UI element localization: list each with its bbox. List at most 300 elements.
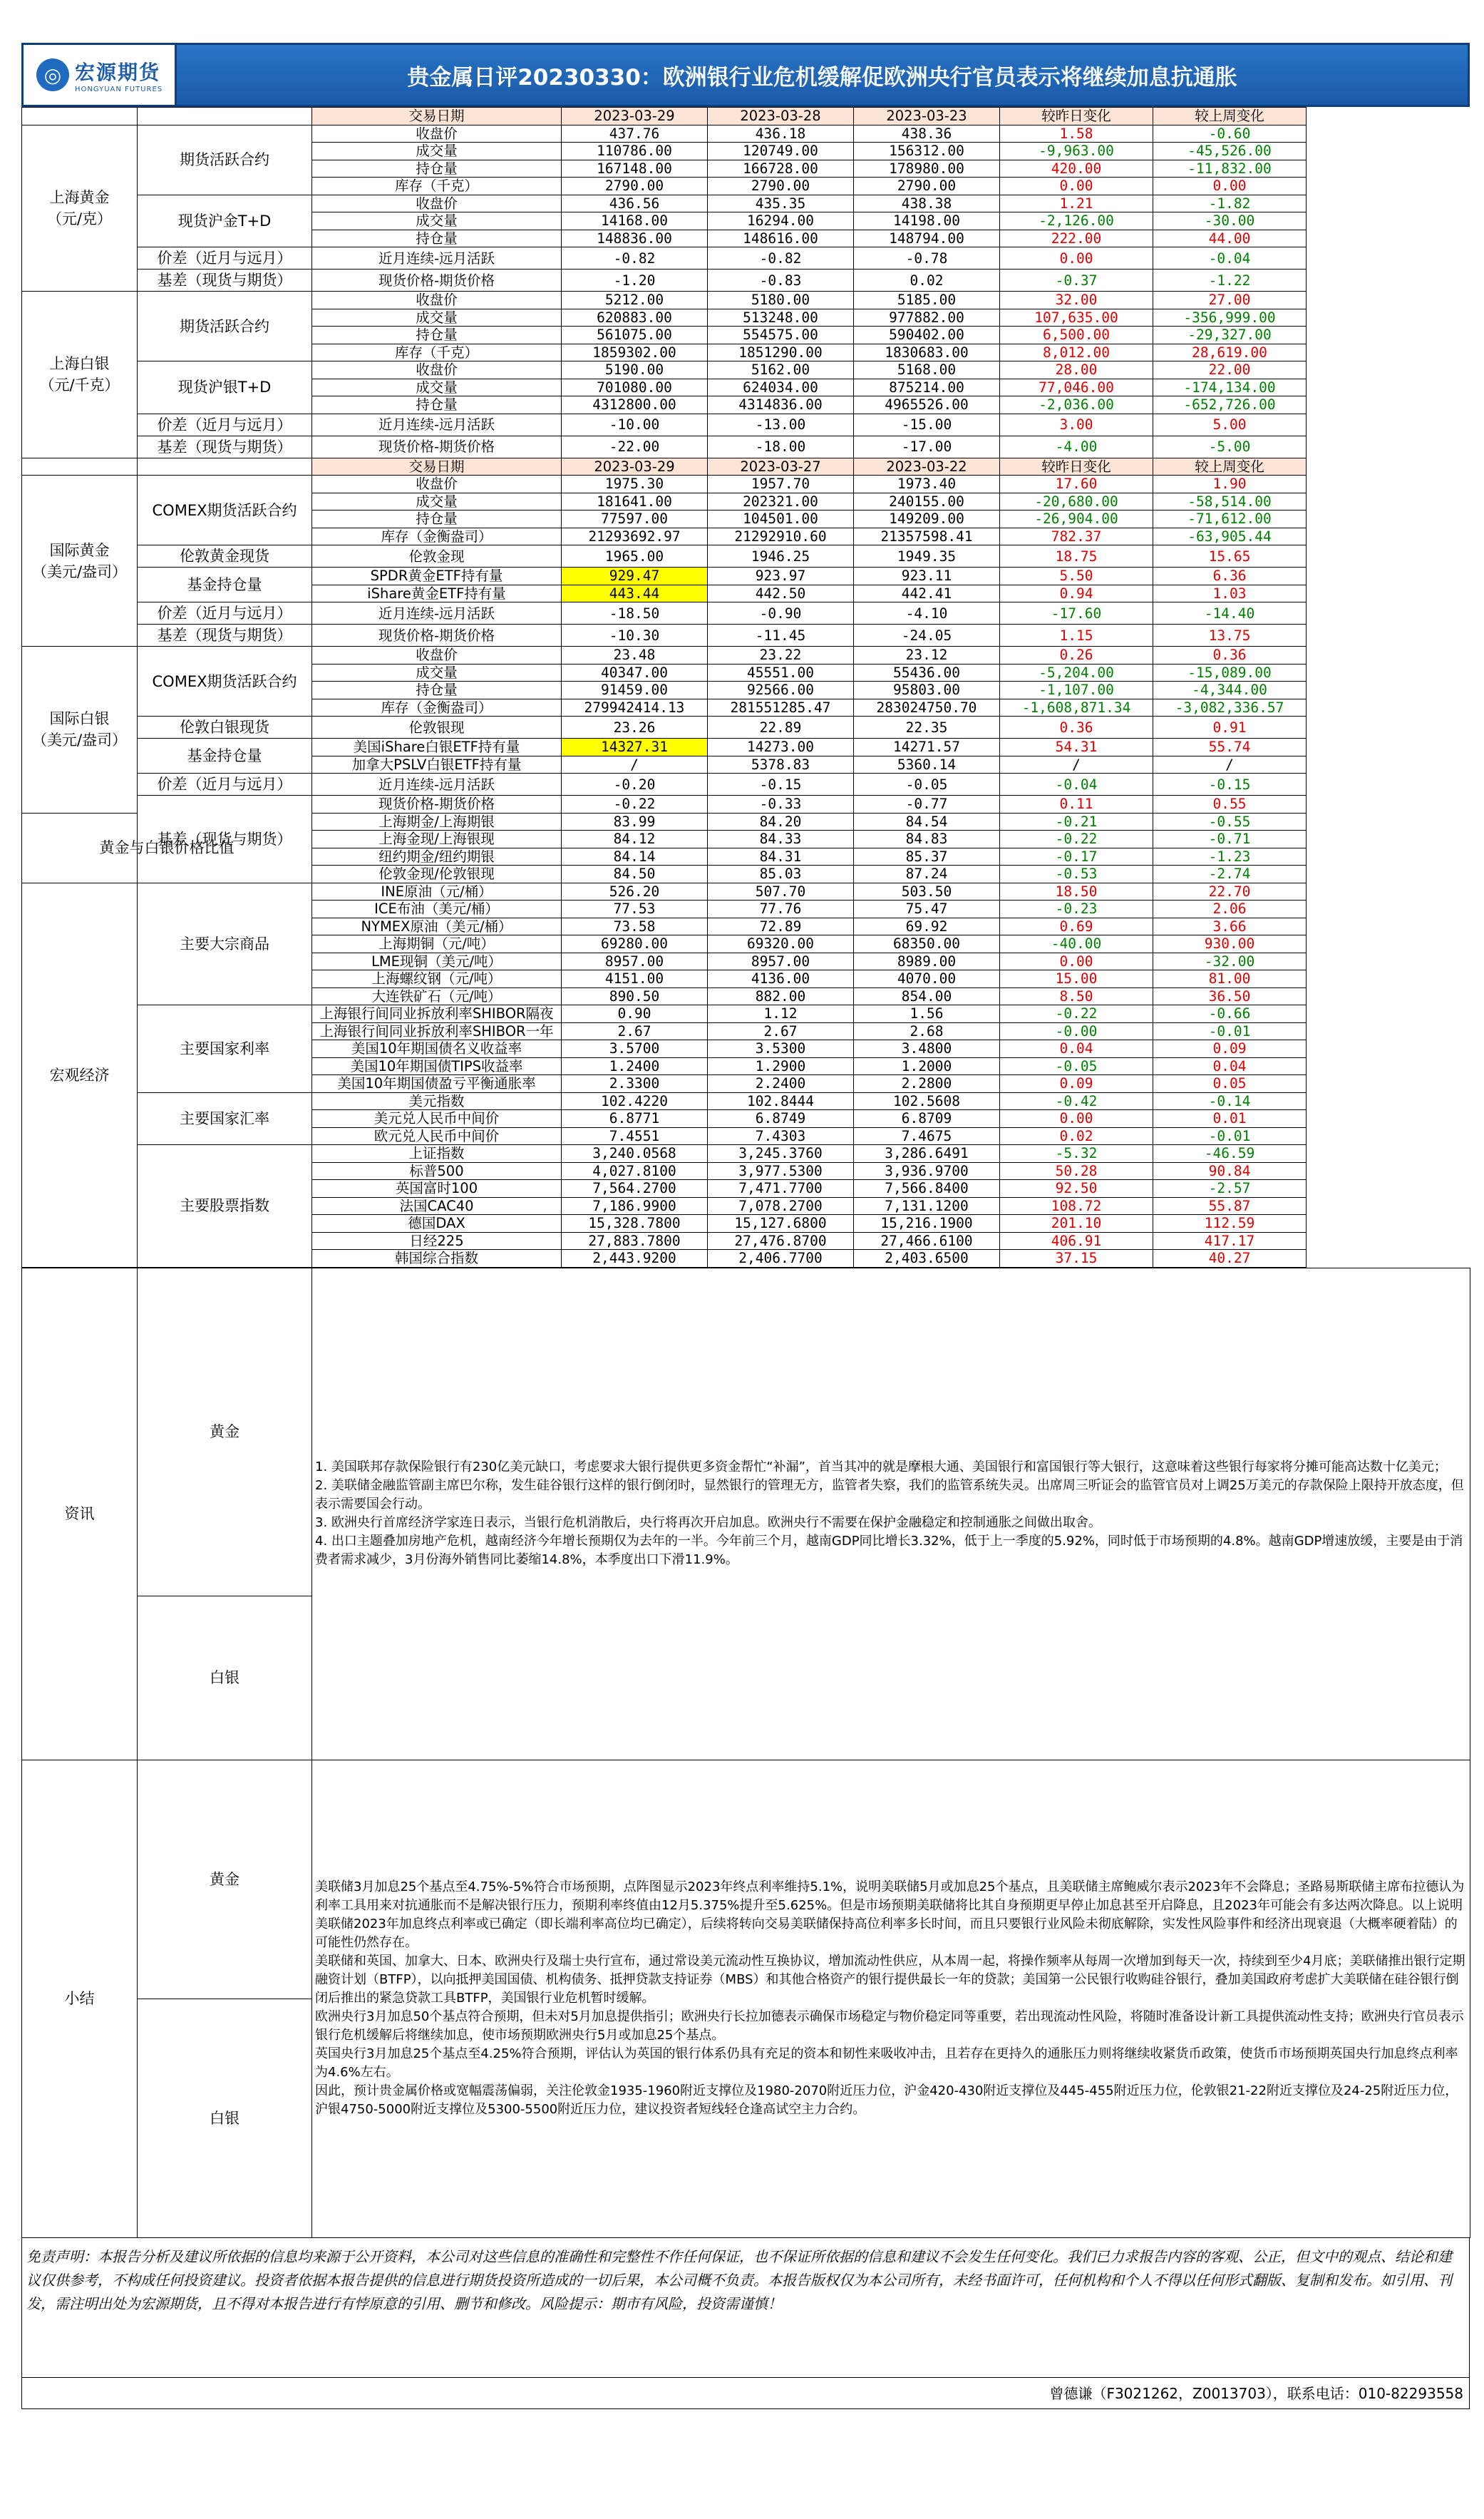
table-row: [22, 647, 1470, 665]
change-cell: -0.22: [1000, 831, 1153, 848]
trade-date-label: 交易日期: [312, 458, 562, 476]
change-cell: -32.00: [1153, 953, 1307, 970]
change-cell: 28.00: [1000, 361, 1153, 379]
value-cell: 1859302.00: [562, 344, 708, 361]
change-header: 较上周变化: [1153, 108, 1307, 125]
change-cell: 28,619.00: [1153, 344, 1307, 361]
category-cell: 上海黄金 （元/克）: [22, 125, 138, 292]
change-cell: 112.59: [1153, 1215, 1307, 1233]
item-label: 伦敦金现/伦敦银现: [312, 866, 562, 883]
date-cell: 2023-03-22: [854, 458, 1000, 476]
change-cell: 77,046.00: [1000, 379, 1153, 396]
change-cell: 782.37: [1000, 528, 1153, 545]
value-cell: -0.20: [562, 774, 708, 796]
change-cell: -0.37: [1000, 270, 1153, 292]
change-cell: -11,832.00: [1153, 160, 1307, 178]
item-label: 伦敦银现: [312, 717, 562, 739]
change-cell: -2.57: [1153, 1180, 1307, 1198]
value-cell: 890.50: [562, 987, 708, 1005]
value-cell: 4,027.8100: [562, 1162, 708, 1180]
item-label: 库存（千克）: [312, 178, 562, 195]
value-cell: 283024750.70: [854, 699, 1000, 717]
value-cell: 69280.00: [562, 935, 708, 953]
table-row: [22, 1092, 1470, 1110]
subcategory-cell: 基差（现货与期货）: [138, 436, 312, 458]
value-cell: 3,286.6491: [854, 1145, 1000, 1163]
summary-silver-label: 白银: [138, 1999, 312, 2237]
value-cell: 0.90: [562, 1005, 708, 1023]
value-cell: 5190.00: [562, 361, 708, 379]
item-label: 美国10年期国债名义收益率: [312, 1040, 562, 1058]
value-cell: 1.2900: [708, 1057, 854, 1075]
change-cell: 417.17: [1153, 1232, 1307, 1250]
value-cell: -10.00: [562, 414, 708, 436]
value-cell: 437.76: [562, 125, 708, 143]
category-cell: 上海白银 （元/千克）: [22, 292, 138, 458]
value-cell: 5378.83: [708, 756, 854, 774]
item-label: 上海银行间同业拆放利率SHIBOR隔夜: [312, 1005, 562, 1023]
value-cell: 84.50: [562, 866, 708, 883]
value-cell: 5162.00: [708, 361, 854, 379]
change-cell: -0.55: [1153, 813, 1307, 831]
change-cell: 930.00: [1153, 935, 1307, 953]
value-cell: 84.20: [708, 813, 854, 831]
table-row: [22, 545, 1470, 568]
value-cell: -0.33: [708, 796, 854, 814]
subcategory-cell: 主要国家利率: [138, 1005, 312, 1093]
change-cell: -0.60: [1153, 125, 1307, 143]
value-cell: 2,406.7700: [708, 1250, 854, 1268]
value-cell: 15,127.6800: [708, 1215, 854, 1233]
value-cell: 1.2400: [562, 1057, 708, 1075]
value-cell: 7.4303: [708, 1127, 854, 1145]
value-cell: -10.30: [562, 625, 708, 647]
value-cell: 4070.00: [854, 970, 1000, 988]
summary-paragraph: 欧洲央行3月加息50个基点符合预期，但未对5月加息提供指引；欧洲央行长拉加德表示确保市场稳定与物价稳定同等重要，若出现流动性风险，将随时准备设计新工具提供流动性支持；欧洲央行官员表示银行危机缓解后将继续加息，使市场预期欧洲央行5月或加息25个基点。: [315, 2009, 1464, 2043]
change-cell: -1,608,871.34: [1000, 699, 1153, 717]
table-row: [22, 796, 1470, 814]
change-cell: 0.00: [1000, 247, 1153, 270]
value-cell: 40347.00: [562, 664, 708, 682]
change-header: 较昨日变化: [1000, 108, 1153, 125]
info-section-label: 资讯: [22, 1268, 138, 1760]
header-blank-cell: [138, 108, 312, 125]
value-cell: 436.18: [708, 125, 854, 143]
table-row: [22, 739, 1470, 756]
subcategory-cell: COMEX期货活跃合约: [138, 647, 312, 717]
item-label: 法国CAC40: [312, 1197, 562, 1215]
value-cell: 1965.00: [562, 545, 708, 568]
item-label: INE原油（元/桶）: [312, 883, 562, 901]
value-cell: -0.82: [562, 247, 708, 270]
change-cell: -15,089.00: [1153, 664, 1307, 682]
change-cell: -0.53: [1000, 866, 1153, 883]
change-cell: 0.04: [1153, 1057, 1307, 1075]
change-cell: -2,036.00: [1000, 396, 1153, 414]
logo-icon: ◎: [36, 58, 69, 91]
value-cell: 73.58: [562, 918, 708, 935]
value-cell: 148836.00: [562, 230, 708, 247]
change-cell: -20,680.00: [1000, 493, 1153, 511]
item-label: 英国富时100: [312, 1180, 562, 1198]
item-label: 美国10年期国债TIPS收益率: [312, 1057, 562, 1075]
value-cell: 69320.00: [708, 935, 854, 953]
logo-name-en: HONGYUAN FUTURES: [75, 85, 163, 93]
value-cell: 977882.00: [854, 309, 1000, 327]
value-cell: -0.22: [562, 796, 708, 814]
value-cell: 1851290.00: [708, 344, 854, 361]
change-cell: 0.09: [1153, 1040, 1307, 1058]
value-cell: 55436.00: [854, 664, 1000, 682]
subcategory-cell: 主要股票指数: [138, 1145, 312, 1268]
item-label: 美元指数: [312, 1092, 562, 1110]
item-label: 上海银行间同业拆放利率SHIBOR一年: [312, 1022, 562, 1040]
value-cell: 23.26: [562, 717, 708, 739]
change-cell: 8,012.00: [1000, 344, 1153, 361]
value-cell: 279942414.13: [562, 699, 708, 717]
table-row: [22, 625, 1470, 647]
value-cell: 27,883.7800: [562, 1232, 708, 1250]
value-cell: 3,240.0568: [562, 1145, 708, 1163]
notes-table: [21, 1268, 1470, 2238]
change-cell: -0.00: [1000, 1022, 1153, 1040]
value-cell: 1973.40: [854, 476, 1000, 493]
item-label: 近月连续-远月活跃: [312, 247, 562, 270]
subcategory-cell: 基差（现货与期货）: [138, 625, 312, 647]
change-cell: -0.05: [1000, 1057, 1153, 1075]
change-cell: -26,904.00: [1000, 511, 1153, 528]
value-cell: 4151.00: [562, 970, 708, 988]
subcategory-cell: 价差（近月与远月）: [138, 247, 312, 270]
change-cell: 0.04: [1000, 1040, 1153, 1058]
table-row: [22, 361, 1470, 379]
value-cell: 8957.00: [708, 953, 854, 970]
value-cell: /: [562, 756, 708, 774]
value-cell: 84.33: [708, 831, 854, 848]
value-cell: 23.22: [708, 647, 854, 665]
value-cell: 14273.00: [708, 739, 854, 756]
value-cell: 77597.00: [562, 511, 708, 528]
change-cell: 6,500.00: [1000, 327, 1153, 344]
value-cell: 7,566.8400: [854, 1180, 1000, 1198]
change-cell: 0.00: [1000, 1110, 1153, 1128]
table-row: [22, 247, 1470, 270]
value-cell: 3,936.9700: [854, 1162, 1000, 1180]
value-cell: 8957.00: [562, 953, 708, 970]
value-cell: 15,328.7800: [562, 1215, 708, 1233]
change-cell: -45,526.00: [1153, 143, 1307, 160]
item-label: 伦敦金现: [312, 545, 562, 568]
value-cell: 102.4220: [562, 1092, 708, 1110]
value-cell: 438.36: [854, 125, 1000, 143]
value-cell: 148616.00: [708, 230, 854, 247]
value-cell: 7.4551: [562, 1127, 708, 1145]
summary-paragraph: 美联储3月加息25个基点至4.75%-5%符合市场预期，点阵图显示2023年终点利率维持5.1%，说明美联储5月或加息25个基点，且美联储主席鲍威尔表示2023年不会降息；圣路易斯联储主席布拉德认为利率工具用来对抗通胀而不是解决银行压力，预期利率终值由12月5.375%提升至5.625%。但是市场预期美联储将比其自身预期更早停止加息甚至开启降息，且2023年可能会有多达两次降息。以上说明美联储2023年加息终点利率或已确定（即长端利率高位均已确定），后续将转向交易美联储保持高位利率多长时间，而且只要银行业风险未彻底解除，实发性风险事件和经济出现衰退（大概率硬着陆）的可能性仍然存在。: [315, 1879, 1465, 1950]
value-cell: -11.45: [708, 625, 854, 647]
item-label: 上证指数: [312, 1145, 562, 1163]
item-label: 近月连续-远月活跃: [312, 774, 562, 796]
value-cell: 1957.70: [708, 476, 854, 493]
change-cell: -0.23: [1000, 901, 1153, 918]
value-cell: 84.31: [708, 848, 854, 866]
item-label: 欧元兑人民币中间价: [312, 1127, 562, 1145]
value-cell: 5168.00: [854, 361, 1000, 379]
item-label: 成交量: [312, 309, 562, 327]
change-cell: 1.15: [1000, 625, 1153, 647]
change-cell: -0.04: [1153, 247, 1307, 270]
table-row: [22, 195, 1470, 212]
item-label: 现货价格-期货价格: [312, 796, 562, 814]
value-cell: 7,186.9900: [562, 1197, 708, 1215]
value-cell: -0.83: [708, 270, 854, 292]
value-cell: 6.8771: [562, 1110, 708, 1128]
info-paragraph: 1. 美国联邦存款保险银行有230亿美元缺口，考虑要求大银行提供更多资金帮忙“补漏”，首当其冲的就是摩根大通、美国银行和富国银行等大银行，这意味着这些银行每家将分摊可能高达数十亿美元；: [315, 1459, 1447, 1474]
change-cell: 0.94: [1000, 585, 1153, 602]
value-cell: 1975.30: [562, 476, 708, 493]
value-cell: -0.82: [708, 247, 854, 270]
value-cell: 3,245.3760: [708, 1145, 854, 1163]
change-cell: 1.90: [1153, 476, 1307, 493]
value-cell: 854.00: [854, 987, 1000, 1005]
change-cell: 222.00: [1000, 230, 1153, 247]
value-cell: 5212.00: [562, 292, 708, 309]
change-cell: -5.00: [1153, 436, 1307, 458]
item-label: 美元兑人民币中间价: [312, 1110, 562, 1128]
value-cell: 5180.00: [708, 292, 854, 309]
category-cell: 黄金与白银价格比值: [22, 813, 312, 883]
change-cell: 0.11: [1000, 796, 1153, 814]
item-label: SPDR黄金ETF持有量: [312, 568, 562, 585]
subcategory-cell: 伦敦白银现货: [138, 717, 312, 739]
item-label: 现货价格-期货价格: [312, 270, 562, 292]
item-label: 上海期金/上海期银: [312, 813, 562, 831]
header-blank-cell: [138, 458, 312, 476]
item-label: 收盘价: [312, 647, 562, 665]
value-cell: 91459.00: [562, 682, 708, 699]
change-cell: 0.36: [1153, 647, 1307, 665]
change-cell: -356,999.00: [1153, 309, 1307, 327]
subcategory-cell: 价差（近月与远月）: [138, 414, 312, 436]
value-cell: 438.38: [854, 195, 1000, 212]
change-cell: -0.21: [1000, 813, 1153, 831]
value-cell: 167148.00: [562, 160, 708, 178]
item-label: 收盘价: [312, 125, 562, 143]
item-label: 成交量: [312, 379, 562, 396]
change-cell: 1.21: [1000, 195, 1153, 212]
info-paragraph: 4. 出口主题叠加房地产危机，越南经济今年增长预期仅为去年的一半。今年前三个月，越南GDP同比增长3.32%，低于上一季度的5.92%，同时低于市场预期的4.8%。越南GDP增速放缓，主要是由于消费者需求减少，3月份海外销售同比萎缩14.8%，本季度出口下滑11.9%。: [315, 1534, 1463, 1567]
item-label: 近月连续-远月活跃: [312, 602, 562, 625]
value-cell: 1.2000: [854, 1057, 1000, 1075]
table-row: [22, 476, 1470, 493]
change-cell: 36.50: [1153, 987, 1307, 1005]
value-cell: 620883.00: [562, 309, 708, 327]
trade-date-label: 交易日期: [312, 108, 562, 125]
value-cell: -18.00: [708, 436, 854, 458]
item-label: 加拿大PSLV白银ETF持有量: [312, 756, 562, 774]
value-cell: 178980.00: [854, 160, 1000, 178]
change-cell: -0.01: [1153, 1127, 1307, 1145]
item-label: 标普500: [312, 1162, 562, 1180]
value-cell: 7,471.7700: [708, 1180, 854, 1198]
item-label: 成交量: [312, 664, 562, 682]
change-cell: -0.66: [1153, 1005, 1307, 1023]
item-label: 上海期铜（元/吨）: [312, 935, 562, 953]
value-cell: 3.4800: [854, 1040, 1000, 1058]
info-paragraph: 2. 美联储金融监管副主席巴尔称，发生硅谷银行这样的银行倒闭时，显然银行的管理无方，监管者失察，我们的监管系统失灵。出席周三听证会的监管官员对上调25万美元的存款保险上限持开放态度，但表示需要国会行动。: [315, 1478, 1464, 1512]
value-cell: 442.50: [708, 585, 854, 602]
value-cell: 102.8444: [708, 1092, 854, 1110]
change-cell: 22.70: [1153, 883, 1307, 901]
disclaimer: 免责声明：本报告分析及建议所依据的信息均来源于公开资料，本公司对这些信息的准确性和完整性不作任何保证，也不保证所依据的信息和建议不会发生任何变化。我们已力求报告内容的客观、公正，但文中的观点、结论和建议仅供参考，不构成任何投资建议。投资者依据本报告提供的信息进行期货投资所造成的一切后果，本公司概不负责。本报告版权仅为本公司所有，未经书面许可，任何机构和个人不得以任何形式翻版、复制和发布。如引用、刊发，需注明出处为宏源期货，且不得对本报告进行有悖原意的引用、删节和修改。风险提示：期市有风险，投资需谨慎！: [21, 2238, 1470, 2378]
change-cell: -58,514.00: [1153, 493, 1307, 511]
value-cell: 526.20: [562, 883, 708, 901]
value-cell: 4136.00: [708, 970, 854, 988]
change-cell: 44.00: [1153, 230, 1307, 247]
value-cell: -13.00: [708, 414, 854, 436]
item-label: 韩国综合指数: [312, 1250, 562, 1268]
change-cell: -71,612.00: [1153, 511, 1307, 528]
value-cell: 561075.00: [562, 327, 708, 344]
value-cell: -18.50: [562, 602, 708, 625]
summary-section-label: 小结: [22, 1760, 138, 2237]
value-cell: 7.4675: [854, 1127, 1000, 1145]
value-cell: 69.92: [854, 918, 1000, 935]
subcategory-cell: 基差（现货与期货）: [138, 796, 312, 883]
value-cell: 2.2400: [708, 1075, 854, 1093]
change-cell: -46.59: [1153, 1145, 1307, 1163]
value-cell: -0.90: [708, 602, 854, 625]
item-label: ICE布油（美元/桶）: [312, 901, 562, 918]
value-cell: -17.00: [854, 436, 1000, 458]
subcategory-cell: 现货沪金T+D: [138, 195, 312, 247]
value-cell: 281551285.47: [708, 699, 854, 717]
date-cell: 2023-03-27: [708, 458, 854, 476]
value-cell: 181641.00: [562, 493, 708, 511]
change-cell: 13.75: [1153, 625, 1307, 647]
item-label: 持仓量: [312, 511, 562, 528]
value-cell: 2.3300: [562, 1075, 708, 1093]
item-label: 现货价格-期货价格: [312, 436, 562, 458]
change-cell: 50.28: [1000, 1162, 1153, 1180]
change-cell: -174,134.00: [1153, 379, 1307, 396]
table-row: [22, 568, 1470, 585]
value-cell: 3,977.5300: [708, 1162, 854, 1180]
date-cell: 2023-03-29: [562, 108, 708, 125]
date-cell: 2023-03-29: [562, 458, 708, 476]
change-cell: 0.00: [1000, 178, 1153, 195]
item-label: 成交量: [312, 212, 562, 230]
subcategory-cell: 期货活跃合约: [138, 292, 312, 361]
item-label: 德国DAX: [312, 1215, 562, 1233]
date-header-row: [22, 458, 1470, 476]
value-cell: 1946.25: [708, 545, 854, 568]
value-cell: -0.15: [708, 774, 854, 796]
change-cell: 0.26: [1000, 647, 1153, 665]
change-cell: -2.74: [1153, 866, 1307, 883]
change-cell: 108.72: [1000, 1197, 1153, 1215]
value-cell: 14271.57: [854, 739, 1000, 756]
item-label: 成交量: [312, 143, 562, 160]
value-cell: 4312800.00: [562, 396, 708, 414]
value-cell: 166728.00: [708, 160, 854, 178]
value-cell: 554575.00: [708, 327, 854, 344]
value-cell: 875214.00: [854, 379, 1000, 396]
change-cell: -17.60: [1000, 602, 1153, 625]
table-row: [22, 270, 1470, 292]
item-label: 持仓量: [312, 327, 562, 344]
change-cell: /: [1000, 756, 1153, 774]
value-cell: 2.67: [562, 1022, 708, 1040]
value-cell: 72.89: [708, 918, 854, 935]
table-row: [22, 602, 1470, 625]
info-gold-label: 黄金: [138, 1268, 312, 1596]
value-cell: 5185.00: [854, 292, 1000, 309]
change-cell: 6.36: [1153, 568, 1307, 585]
value-cell: 102.5608: [854, 1092, 1000, 1110]
date-header-row: [22, 108, 1470, 125]
change-cell: -5.32: [1000, 1145, 1153, 1163]
value-cell: 8989.00: [854, 953, 1000, 970]
value-cell: 14168.00: [562, 212, 708, 230]
value-cell: 21292910.60: [708, 528, 854, 545]
subcategory-cell: 主要大宗商品: [138, 883, 312, 1005]
change-cell: 2.06: [1153, 901, 1307, 918]
change-cell: 3.66: [1153, 918, 1307, 935]
value-cell: 27,476.8700: [708, 1232, 854, 1250]
change-cell: 0.05: [1153, 1075, 1307, 1093]
date-cell: 2023-03-23: [854, 108, 1000, 125]
value-cell: 503.50: [854, 883, 1000, 901]
change-cell: -0.14: [1153, 1092, 1307, 1110]
value-cell: 148794.00: [854, 230, 1000, 247]
table-row: [22, 774, 1470, 796]
change-cell: -4.00: [1000, 436, 1153, 458]
change-cell: 32.00: [1000, 292, 1153, 309]
summary-paragraph: 美联储和英国、加拿大、日本、欧洲央行及瑞士央行宣布，通过常设美元流动性互换协议，增加流动性供应，从本周一起，将操作频率从每周一次增加到每天一次，持续到至少4月底；美联储推出银行定期融资计划（BTFP），以向抵押美国国债、机构债务、抵押贷款支持证券（MBS）和其他合格资产的银行提供最长一年的贷款；美国第一公民银行收购硅谷银行，叠加美国政府考虑扩大美联储在硅谷银行倒闭后推出的紧急贷款工具BTFP，美国银行业危机暂时缓解。: [315, 1954, 1465, 2006]
change-cell: 54.31: [1000, 739, 1153, 756]
value-cell: 16294.00: [708, 212, 854, 230]
change-cell: 0.00: [1153, 178, 1307, 195]
value-cell: 77.76: [708, 901, 854, 918]
value-cell: 22.35: [854, 717, 1000, 739]
item-label: 收盘价: [312, 361, 562, 379]
change-cell: -5,204.00: [1000, 664, 1153, 682]
summary-text: [312, 1760, 1470, 2237]
value-cell: 2,443.9200: [562, 1250, 708, 1268]
change-cell: 420.00: [1000, 160, 1153, 178]
value-cell: 240155.00: [854, 493, 1000, 511]
change-cell: 17.60: [1000, 476, 1153, 493]
change-cell: 37.15: [1000, 1250, 1153, 1268]
value-cell: 14198.00: [854, 212, 1000, 230]
change-cell: 0.36: [1000, 717, 1153, 739]
item-label: 美国10年期国债盈亏平衡通胀率: [312, 1075, 562, 1093]
item-label: 近月连续-远月活跃: [312, 414, 562, 436]
change-cell: -0.71: [1153, 831, 1307, 848]
change-cell: -30.00: [1153, 212, 1307, 230]
item-label: 收盘价: [312, 292, 562, 309]
value-cell: 590402.00: [854, 327, 1000, 344]
item-label: 成交量: [312, 493, 562, 511]
value-cell: 1.12: [708, 1005, 854, 1023]
value-cell: -4.10: [854, 602, 1000, 625]
company-logo: [24, 45, 177, 105]
value-cell: 45551.00: [708, 664, 854, 682]
value-cell: 929.47: [562, 568, 708, 585]
value-cell: 23.48: [562, 647, 708, 665]
value-cell: -1.20: [562, 270, 708, 292]
value-cell: -22.00: [562, 436, 708, 458]
